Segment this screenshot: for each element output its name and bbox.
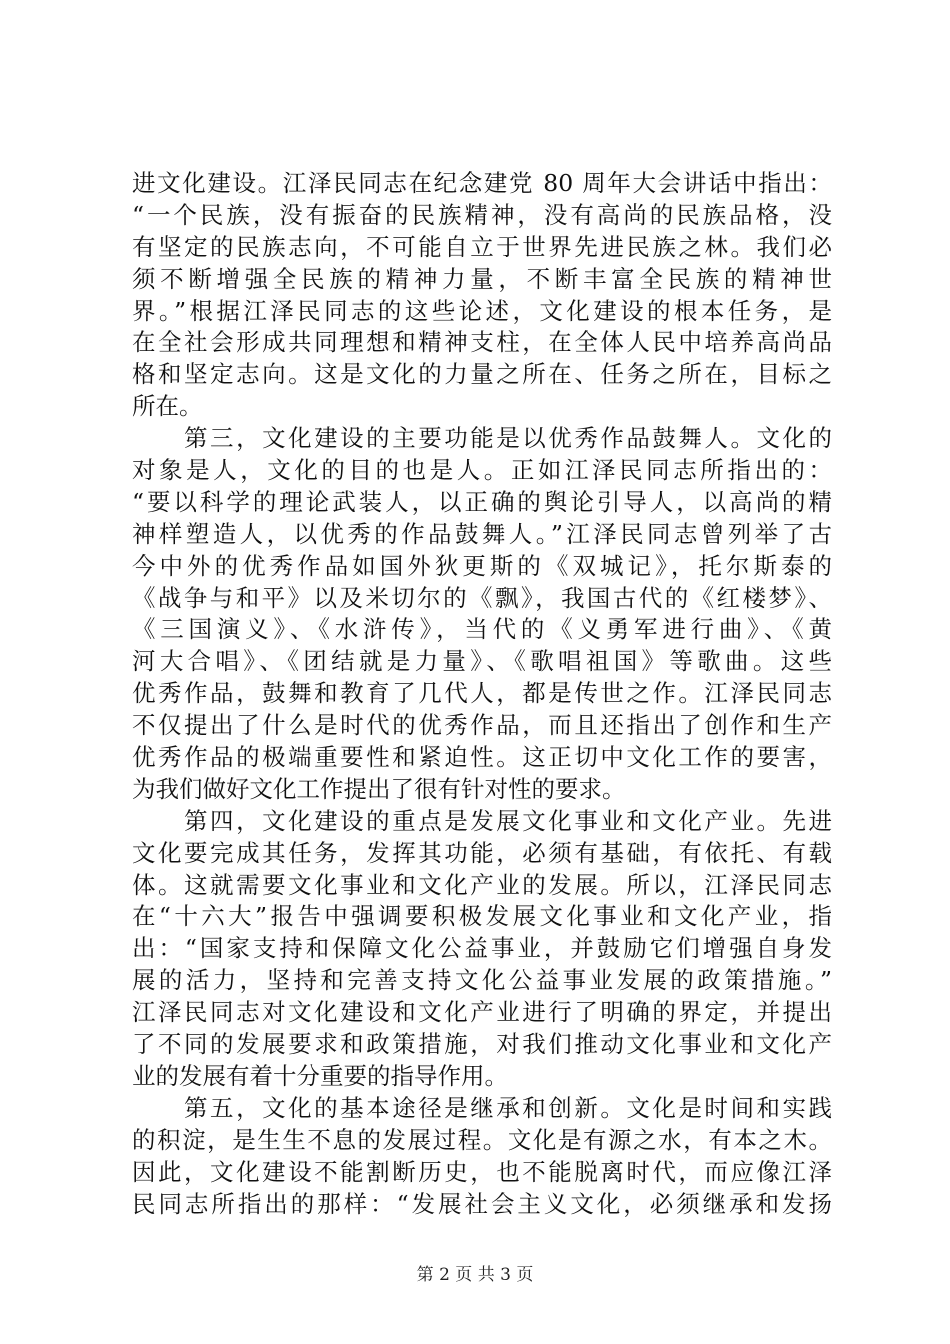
text-line: 江泽民同志对文化建设和文化产业进行了明确的界定，并提出 [132,998,832,1027]
text-line: 《战争与和平》以及米切尔的《飘》，我国古代的《红楼梦》、 [132,583,832,612]
text-line: 须不断增强全民族的精神力量，不断丰富全民族的精神世 [132,264,832,293]
text-line: 在全社会形成共同理想和精神支柱，在全体人民中培养高尚品 [132,328,832,357]
text-line: 文化要完成其任务，发挥其功能，必须有基础，有依托、有载 [132,838,832,867]
text-line: 今中外的优秀作品如国外狄更斯的《双城记》，托尔斯泰的 [132,551,832,580]
text-line: 河大合唱》、《团结就是力量》、《歌唱祖国》等歌曲。这些 [132,647,832,676]
text-line: 不仅提出了什么是时代的优秀作品，而且还指出了创作和生产 [132,711,832,740]
text-line: 为我们做好文化工作提出了很有针对性的要求。 [132,774,626,803]
text-line: 第四，文化建设的重点是发展文化事业和文化产业。先进 [132,806,832,835]
text-line: 对象是人，文化的目的也是人。正如江泽民同志所指出的： [132,456,832,485]
text-line: 优秀作品的极端重要性和紧迫性。这正切中文化工作的要害， [132,743,832,772]
text-line: 格和坚定志向。这是文化的力量之所在、任务之所在，目标之 [132,360,832,389]
text-line: 《三国演义》、《水浒传》，当代的《义勇军进行曲》、《黄 [132,615,832,644]
text-line: 优秀作品，鼓舞和教育了几代人，都是传世之作。江泽民同志 [132,679,832,708]
page-footer: 第 2 页 共 3 页 [416,1265,534,1285]
text-line: 界。”根据江泽民同志的这些论述，文化建设的根本任务，是 [132,296,832,325]
text-line: 业的发展有着十分重要的指导作用。 [132,1061,508,1090]
text-line: “一个民族，没有振奋的民族精神，没有高尚的民族品格，没 [132,200,832,229]
text-line: 出：“国家支持和保障文化公益事业，并鼓励它们增强自身发 [132,934,832,963]
text-line: 第五，文化的基本途径是继承和创新。文化是时间和实践 [132,1093,832,1122]
text-line: 有坚定的民族志向，不可能自立于世界先进民族之林。我们必 [132,232,832,261]
text-line: “要以科学的理论武装人，以正确的舆论引导人，以高尚的精 [132,487,832,516]
text-line: 进文化建设。江泽民同志在纪念建党 80 周年大会讲话中指出： [132,169,832,197]
text-line: 的积淀，是生生不息的发展过程。文化是有源之水，有本之木。 [132,1125,832,1154]
text-line: 体。这就需要文化事业和文化产业的发展。所以，江泽民同志 [132,870,832,899]
text-line: 第三，文化建设的主要功能是以优秀作品鼓舞人。文化的 [132,424,832,453]
document-body [132,168,832,1220]
text-line: 在“十六大”报告中强调要积极发展文化事业和文化产业，指 [132,902,832,931]
text-line: 民同志所指出的那样：“发展社会主义文化，必须继承和发扬 [132,1189,832,1218]
text-line: 展的活力，坚持和完善支持文化公益事业发展的政策措施。” [132,966,832,995]
text-line: 所在。 [132,392,203,421]
text-line: 因此，文化建设不能割断历史，也不能脱离时代，而应像江泽 [132,1157,832,1186]
text-line: 神样塑造人，以优秀的作品鼓舞人。”江泽民同志曾列举了古 [132,519,832,548]
text-line: 了不同的发展要求和政策措施，对我们推动文化事业和文化产 [132,1030,832,1059]
